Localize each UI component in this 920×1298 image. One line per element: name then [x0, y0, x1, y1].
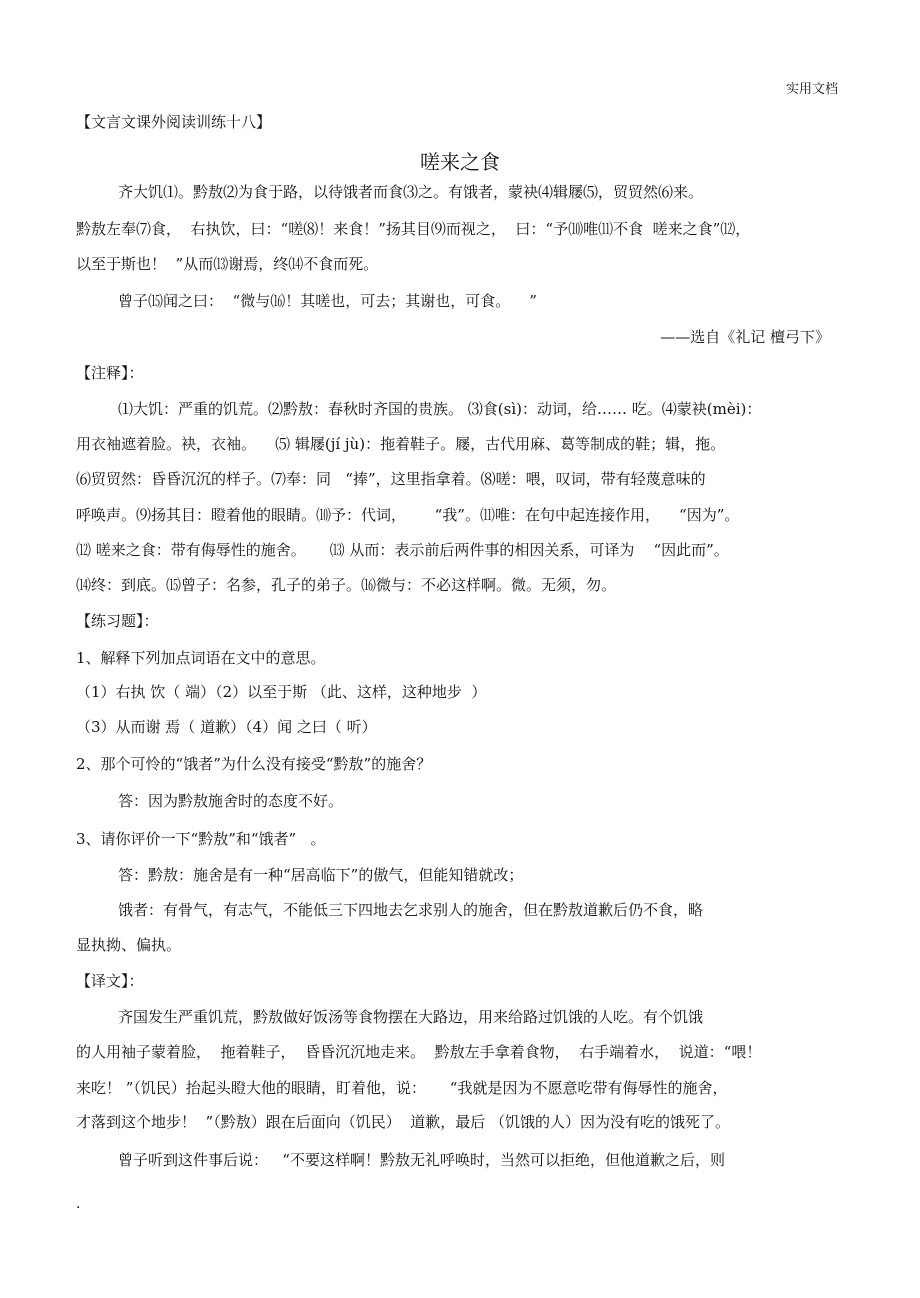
note-line: ⑹贸贸然：昏昏沉沉的样子。⑺奉：同 “捧”，这里指拿着。⑻嗟：喂，叹词，带有轻蔑意味的: [76, 470, 706, 488]
exercise-line: （1）右执 饮（ 端）（2）以至于斯 （此、这样，这种地步 ）: [76, 683, 487, 701]
translation-line: 才落到这个地步！ ”（黔敖）跟在后面向（饥民） 道歉，最后 （饥饿的人）因为没有吃的饿死了。: [76, 1113, 731, 1131]
source-citation: ——选自《礼记 檀弓下》: [660, 328, 830, 346]
notes-heading: 【注释】：: [76, 364, 144, 382]
translation-heading: 【译文】：: [76, 972, 144, 990]
answer-line: 显执拗、偏执。: [76, 936, 182, 954]
text-line: 以至于斯也！ ”从而⒀谢焉，终⒁不食而死。: [76, 255, 379, 273]
text-line: 曾子⒂闻之曰： “微与⒃！其嗟也，可去；其谢也，可食。 ”: [118, 292, 537, 310]
translation-line: 来吃！ ”（饥民）抬起头瞪大他的眼睛，盯着他，说： “我就是因为不愿意吃带有侮辱性的施舍，: [76, 1079, 728, 1097]
exercise-heading: 【练习题】：: [76, 612, 159, 630]
answer-line: 答：因为黔敖施舍时的态度不好。: [118, 792, 344, 810]
answer-line: 饿者：有骨气，有志气，不能低三下四地去乞求别人的施舍，但在黔敖道歉后仍不食，略: [118, 901, 704, 919]
text-line: 齐大饥⑴。黔敖⑵为食于路，以待饿者而食⑶之。有饿者，蒙袂⑷辑屦⑸，贸贸然⑹来。: [118, 183, 704, 201]
text-line: 黔敖左奉⑺食， 右执饮，曰：“嗟⑻！来食！”扬其目⑼而视之， 曰：“予⑽唯⑾不食 嗟来之食”⑿，: [76, 220, 751, 238]
exercise-line: 1、解释下列加点词语在文中的意思。: [76, 649, 326, 667]
page-header: 实用文档: [785, 82, 838, 97]
translation-line: 的人用袖子蒙着脸， 拖着鞋子， 昏昏沉沉地走来。 黔敖左手拿着食物， 右手端着水， 说道：“喂！: [76, 1043, 762, 1061]
exercise-line: 3、请你评价一下“黔敖”和“饿者” 。: [76, 830, 326, 848]
note-line: ⑿ 嗟来之食：带有侮辱性的施舍。 ⒀ 从而：表示前后两件事的相因关系，可译为 “因此而”。: [76, 541, 729, 559]
note-line: ⒁终：到底。⒂曾子：名参，孔子的弟子。⒃微与：不必这样啊。微。无须，勿。: [76, 576, 617, 594]
note-line: 呼唤声。⑼扬其目：瞪着他的眼睛。⑽予：代词， “我”。⑾唯：在句中起连接作用， “因为”。: [76, 506, 740, 524]
translation-line: 曾子听到这件事后说： “不要这样啊！黔敖无礼呼唤时，当然可以拒绝，但他道歉之后，则: [118, 1151, 725, 1169]
note-line: 用衣袖遮着脸。袂，衣袖。 ⑸ 辑屦(jí jù)：拖着鞋子。屦，古代用麻、葛等制成的鞋；辑，拖。: [76, 435, 726, 453]
exercise-line: （3）从而谢 焉（ 道歉）（4）闻 之曰（ 听）: [76, 718, 377, 736]
answer-line: 答：黔敖：施舍是有一种“居高临下”的傲气，但能知错就改；: [118, 866, 524, 884]
exercise-line: 2、那个可怜的“饿者”为什么没有接受“黔敖”的施舍？: [76, 755, 432, 773]
document-title: 嗟来之食: [420, 150, 500, 174]
section-title: 【文言文课外阅读训练十八】: [76, 113, 272, 131]
note-line: ⑴大饥：严重的饥荒。⑵黔敖：春秋时齐国的贵族。 ⑶食(sì)：动词，给…… 吃。⑷蒙袂(mèi)：: [118, 400, 762, 418]
translation-line: 齐国发生严重饥荒，黔敖做好饭汤等食物摆在大路边，用来给路过饥饿的人吃。有个饥饿: [118, 1008, 704, 1026]
footer-mark: .: [76, 1196, 81, 1212]
